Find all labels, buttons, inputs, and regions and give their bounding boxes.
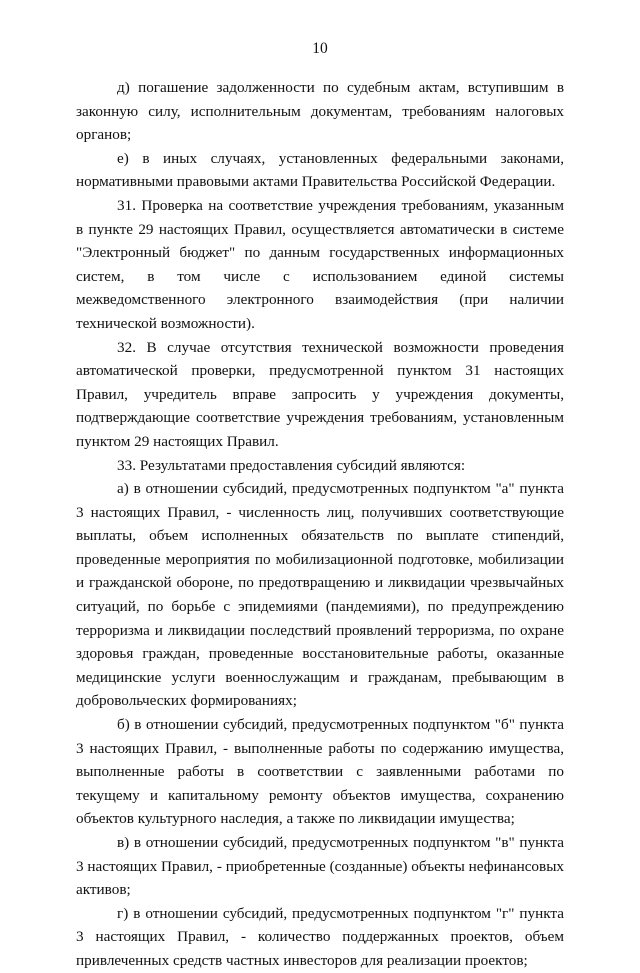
paragraph-33-g: г) в отношении субсидий, предусмотренных подпунктом "г" пункта 3 настоящих Правил, - количество поддержанных проектов, объем привлеченных средств частных инвесторов для реализации проектов; xyxy=(76,904,564,969)
page-number: 10 xyxy=(312,40,328,57)
paragraph-32: 32. В случае отсутствия технической возможности проведения автоматической проверки, предусмотренной пунктом 31 настоящих Правил, учредитель вправе запросить у учреждения документы, подтверждающие соответствие учреждения требованиям, установленным пунктом 29 настоящих Правил. xyxy=(76,338,564,450)
paragraph-33: 33. Результатами предоставления субсидий являются: xyxy=(117,456,466,474)
paragraph-31: 31. Проверка на соответствие учреждения требованиям, указанным в пункте 29 настоящих Правил, осуществляется автоматически в системе "Электронный бюджет" по данным государственных информационных систем, в том числе с использованием единой системы межведомственного электронного взаимодействия (при наличии технической возможности). xyxy=(76,196,564,332)
paragraph-33-b: б) в отношении субсидий, предусмотренных подпунктом "б" пункта 3 настоящих Правил, - выполненные работы по содержанию имущества, выполненные работы в соответствии с заявленными работами по текущему и капитальному ремонту объектов имущества, сохранению объектов культурного наследия, а также по ликвидации имущества; xyxy=(76,716,564,828)
paragraph-33-v: в) в отношении субсидий, предусмотренных подпунктом "в" пункта 3 настоящих Правил, - приобретенные (созданные) объекты нефинансовых активов; xyxy=(76,834,564,899)
paragraph-33-a: а) в отношении субсидий, предусмотренных подпунктом "а" пункта 3 настоящих Правил, - численность лиц, получивших соответствующие выплаты, объем исполненных обязательств по выплате стипендий, проведенные мероприятия по мобилизационной подготовке, мобилизации и гражданской обороне, по предотвращению и ликвидации чрезвычайных ситуаций, по борьбе с эпидемиями (пандемиями), по предупреждению терроризма и ликвидации последствий проявлений терроризма, по охране здоровья граждан, проведенные восстановительные работы, оказанные медицинские услуги военнослужащим и гражданам, пребывающим в добровольческих формированиях; xyxy=(76,480,564,710)
paragraph-subitem-d: д) погашение задолженности по судебным актам, вступившим в законную силу, исполнительным документам, требованиям налоговых органов; xyxy=(76,79,564,144)
document-body xyxy=(76,76,564,973)
paragraph-subitem-e: е) в иных случаях, установленных федеральными законами, нормативными правовыми актами Правительства Российской Федерации. xyxy=(76,149,564,191)
